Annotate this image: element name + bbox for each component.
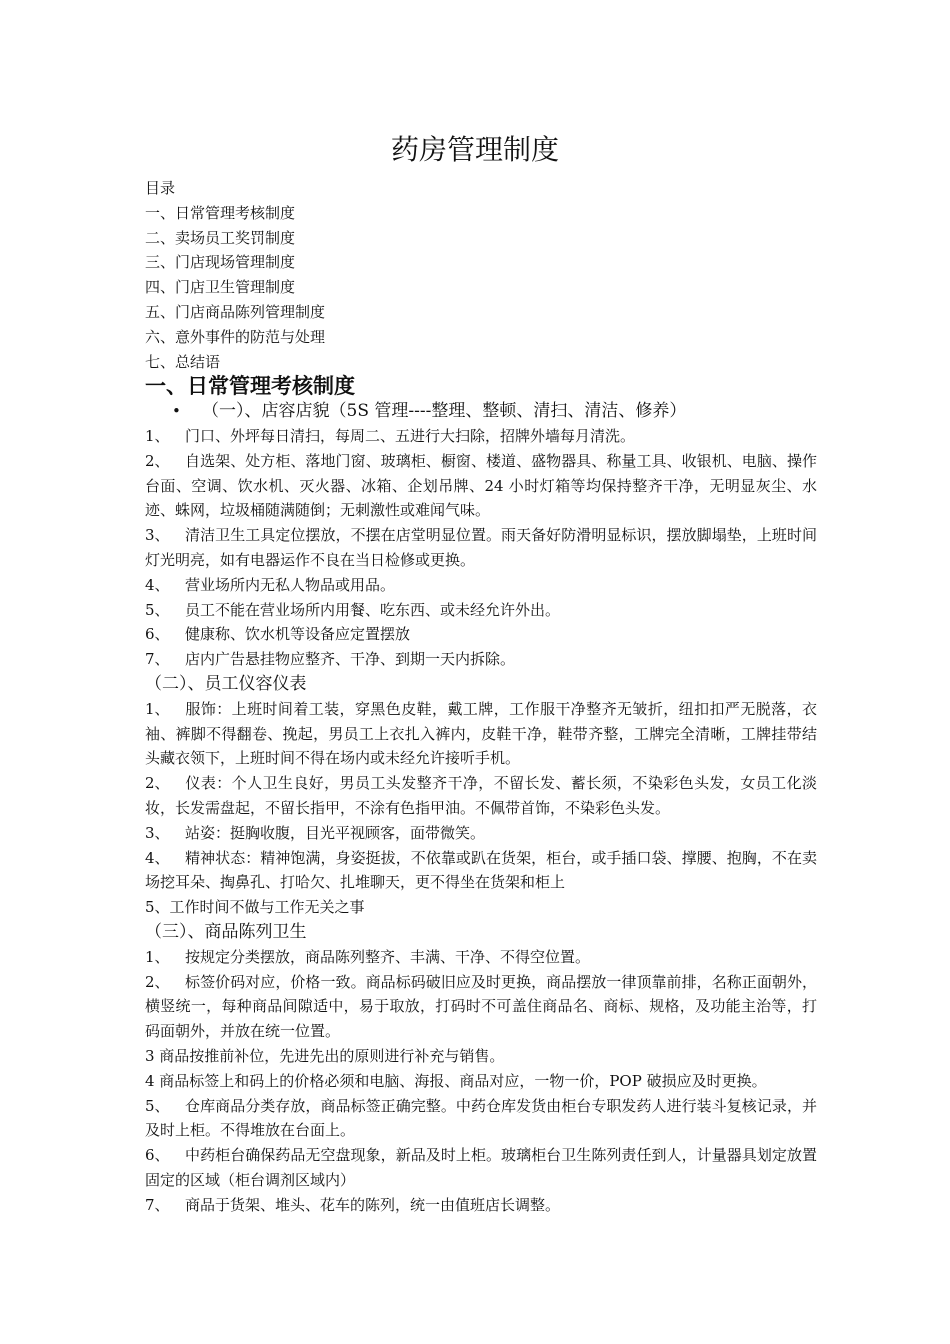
toc-item: 四、门店卫生管理制度	[145, 278, 296, 297]
item-text: 站姿：挺胸收腹，目光平视顾客，面带微笑。	[185, 823, 486, 842]
item-number: 1、	[145, 699, 170, 718]
toc-item: 二、卖场员工奖罚制度	[145, 228, 296, 247]
item-number: 7、	[145, 650, 170, 669]
toc-item: 六、意外事件的防范与处理	[145, 327, 326, 346]
item-number: 5、	[145, 600, 170, 619]
item-text: 仓库商品分类存放，商品标签正确完整。中药仓库发货由柜台专职发药人进行装斗复核记录，并及时上柜。不得堆放在台面上。	[145, 1096, 817, 1140]
item-number: 3、	[145, 823, 170, 842]
item-number: 5、	[145, 1096, 170, 1115]
item-text: 店内广告悬挂物应整齐、干净、到期一天内拆除。	[185, 650, 516, 669]
item-number: 2、	[145, 774, 170, 793]
item-number: 6、	[145, 625, 170, 644]
item-text: 服饰：上班时间着工装，穿黑色皮鞋，戴工牌，工作服干净整齐无皱折，纽扣扣严无脱落，衣袖、裤脚不得翻卷、挽起，男员工上衣扎入裤内，皮鞋干净，鞋带齐整，工牌完全清晰，工牌挂带结头藏衣领下，上班时间不得在场内或未经允许接听手机。	[145, 699, 817, 768]
item-number: 2、	[145, 451, 170, 470]
item-text: 员工不能在营业场所内用餐、吃东西、或未经允许外出。	[185, 600, 561, 619]
list-item	[145, 647, 817, 672]
item-number: 2、	[145, 972, 170, 991]
item-text: 3 商品按推前补位，先进先出的原则进行补充与销售。	[145, 1046, 505, 1065]
item-number: 1、	[145, 427, 170, 445]
toc-item: 七、总结语	[145, 352, 221, 371]
item-text: 营业场所内无私人物品或用品。	[185, 575, 396, 594]
document-title: 药房管理制度	[390, 133, 559, 166]
toc-heading: 目录	[145, 179, 176, 197]
toc-item: 三、门店现场管理制度	[145, 253, 296, 272]
subsection-heading-text: （一）、店容店貌（5S 管理----整理、整顿、清扫、清洁、修养）	[202, 401, 687, 421]
list-item	[145, 424, 817, 449]
list-item	[145, 1044, 817, 1069]
list-item	[145, 945, 817, 970]
list-item	[145, 598, 817, 623]
item-text: 4 商品标签上和码上的价格必须和电脑、海报、商品对应，一物一价，POP 破损应及时更换。	[145, 1071, 767, 1090]
item-text: 门口、外坪每日清扫，每周二、五进行大扫除，招牌外墙每月清洗。	[185, 427, 636, 445]
list-item	[145, 449, 817, 523]
subsection-heading-2: （二）、员工仪容仪表	[145, 673, 307, 694]
item-number: 1、	[145, 947, 170, 966]
list-item	[145, 573, 817, 598]
item-text: 按规定分类摆放，商品陈列整齐、丰满、干净、不得空位置。	[185, 947, 591, 966]
list-item	[145, 1094, 817, 1144]
item-text: 商品于货架、堆头、花车的陈列，统一由值班店长调整。	[185, 1195, 561, 1214]
item-text: 健康称、饮水机等设备应定置摆放	[185, 625, 411, 644]
list-item	[145, 895, 817, 920]
item-text: 5、工作时间不做与工作无关之事	[145, 898, 365, 917]
table-of-contents	[145, 176, 825, 374]
section-heading: 一、日常管理考核制度	[145, 373, 355, 398]
toc-item: 一、日常管理考核制度	[145, 203, 296, 222]
subsection-heading-3: （三）、商品陈列卫生	[145, 921, 307, 942]
item-number: 3、	[145, 526, 170, 545]
item-text: 精神状态：精神饱满，身姿挺拔，不依靠或趴在货架，柜台，或手插口袋、撑腰、抱胸，不在卖场挖耳朵、掏鼻孔、打哈欠、扎堆聊天，更不得坐在货架和柜上	[145, 848, 817, 892]
list-item	[145, 1143, 817, 1193]
toc-item: 五、门店商品陈列管理制度	[145, 302, 326, 321]
list-item	[145, 523, 817, 573]
item-number: 6、	[145, 1146, 170, 1165]
subsection-heading-1	[172, 398, 686, 424]
item-text: 仪表：个人卫生良好，男员工头发整齐干净，不留长发、蓄长须，不染彩色头发，女员工化淡妆，长发需盘起，不留长指甲，不涂有色指甲油。不佩带首饰，不染彩色头发。	[145, 774, 817, 817]
item-number: 4、	[145, 848, 170, 867]
list-item	[145, 771, 817, 821]
item-text: 中药柜台确保药品无空盘现象，新品及时上柜。玻璃柜台卫生陈列责任到人，计量器具划定放置固定的区域（柜台调剂区域内）	[145, 1146, 817, 1189]
item-number: 7、	[145, 1195, 170, 1214]
list-item	[145, 1069, 817, 1094]
list-item	[145, 697, 817, 771]
list-item	[145, 622, 817, 647]
item-text: 标签价码对应，价格一致。商品标码破旧应及时更换，商品摆放一律顶靠前排，名称正面朝外，横竖统一，每种商品间隙适中，易于取放，打码时不可盖住商品名、商标、规格，及功能主治等，打码面朝外，并放在统一位置。	[145, 972, 817, 1041]
item-text: 清洁卫生工具定位摆放，不摆在店堂明显位置。雨天备好防滑明显标识，摆放脚塌垫，上班时间灯光明亮，如有电器运作不良在当日检修或更换。	[145, 526, 817, 569]
list-item	[145, 1193, 817, 1218]
list-item	[145, 846, 817, 896]
bullet-icon: •	[172, 402, 181, 420]
document-body	[145, 424, 817, 1218]
list-item	[145, 970, 817, 1044]
item-text: 自选架、处方柜、落地门窗、玻璃柜、橱窗、楼道、盛物器具、称量工具、收银机、电脑、操作台面、空调、饮水机、灭火器、冰箱、企划吊牌、24 小时灯箱等均保持整齐干净，无明显灰尘、水迹、蛛网，垃圾桶随满随倒；无刺激性或难闻气味。	[145, 451, 817, 520]
item-number: 4、	[145, 575, 170, 594]
list-item	[145, 821, 817, 846]
